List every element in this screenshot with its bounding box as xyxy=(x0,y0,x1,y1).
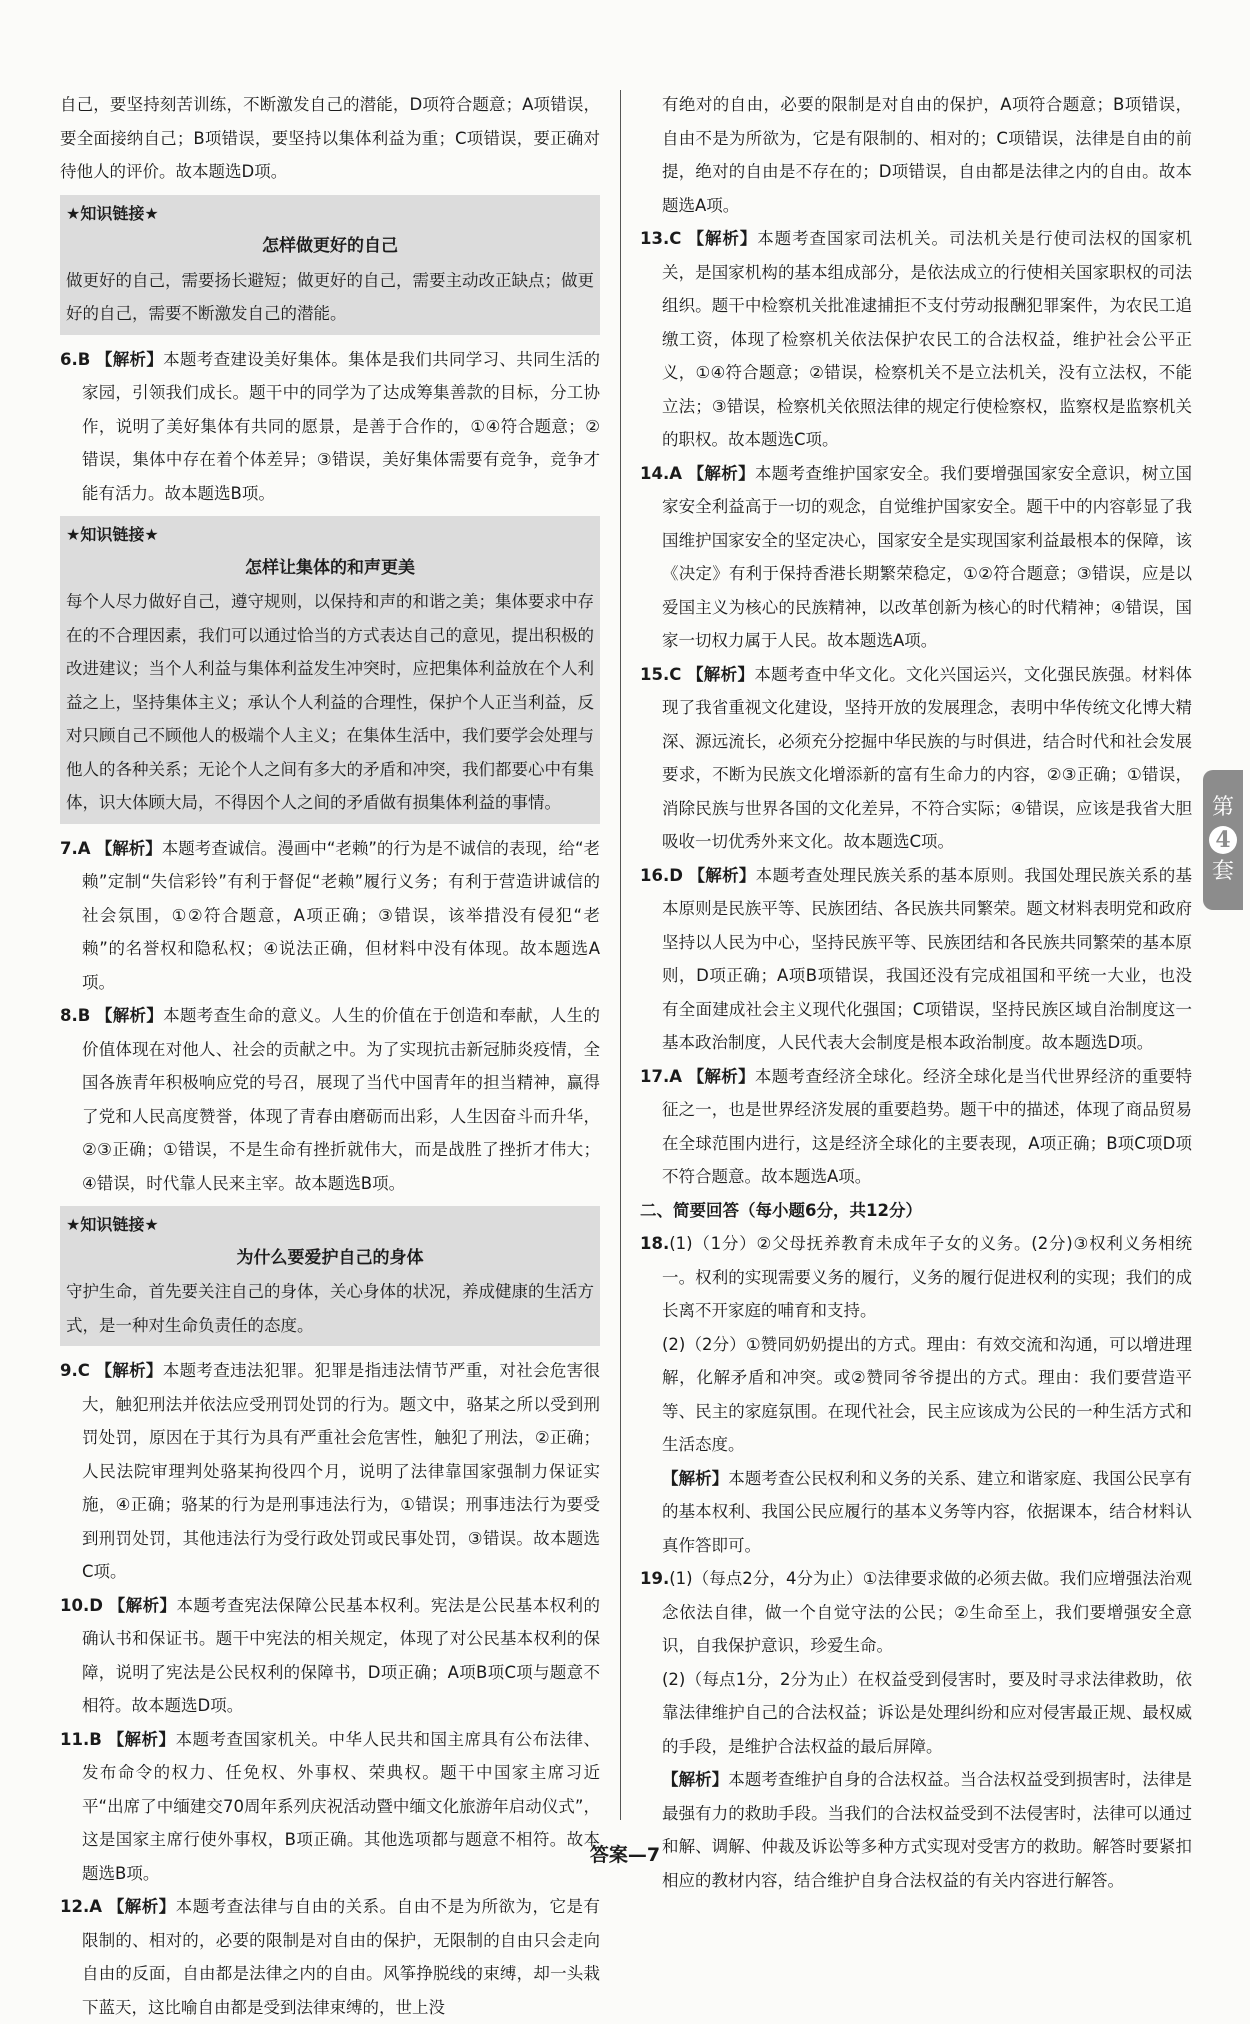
knowledge-link-box xyxy=(60,195,600,335)
answer-item-16: 16.D 【解析】本题考查处理民族关系的基本原则。我国处理民族关系的基本原则是民族平等、民族团结、各民族共同繁荣。题文材料表明党和政府坚持以人民为中心，坚持民族平等、民族团结和各民族共同繁荣的基本原则，D项正确；A项B项错误，我国还没有完成祖国和平统一大业，也没有全面建成社会主义现代化强国；C项错误，坚持民族区域自治制度这一基本政治制度，人民代表大会制度是根本政治制度。故本题选D项。 xyxy=(640,865,1193,1052)
knowledge-link-box xyxy=(60,516,600,824)
answer-item-14: 14.A 【解析】本题考查维护国家安全。我们要增强国家安全意识，树立国家安全利益高于一切的观念，自觉维护国家安全。题干中的内容彰显了我国维护国家安全的坚定决心，国家安全是实现国家利益最根本的保障，该《决定》有利于保持香港长期繁荣稳定，①②符合题意；③错误，应是以爱国主义为核心的民族精神，以改革创新为核心的时代精神；④错误，国家一切权力属于人民。故本题选A项。 xyxy=(640,463,1193,650)
knowledge-link-box xyxy=(60,1206,600,1346)
set-tab-top: 第 xyxy=(1211,795,1234,820)
knowledge-link-heading: ★知识链接★ xyxy=(66,203,159,223)
page-footer: 答案—7 xyxy=(589,1844,661,1866)
answer-item-19: 19.(1)（每点2分，4分为止）①法律要求做的必须去做。我们应增强法治观念依法自律，做一个自觉守法的公民；②生命至上，我们要增强安全意识，自我保护意识，珍爱生命。 xyxy=(640,1569,1192,1655)
answer-item-10: 10.D 【解析】本题考查宪法保障公民基本权利。宪法是公民基本权利的确认书和保证书。题干中宪法的相关规定，体现了对公民基本权利的保障，说明了宪法是公民权利的保障书，D项正确；A项B项C项与题意不相符。故本题选D项。 xyxy=(60,1595,601,1715)
answer-item-9: 9.C 【解析】本题考查违法犯罪。犯罪是指违法情节严重，对社会危害很大，触犯刑法并依法应受刑罚处罚的行为。题文中，骆某之所以受到刑罚处罚，原因在于其行为具有严重社会危害性，触犯了刑法，②正确；人民法院审理判处骆某拘役四个月，说明了法律靠国家强制力保证实施，④正确；骆某的行为是刑事违法行为，①错误；刑事违法行为要受到刑罚处罚，其他违法行为受行政处罚或民事处罚，③错误。故本题选C项。 xyxy=(60,1361,601,1581)
set-number-tab xyxy=(1203,770,1243,910)
right-column xyxy=(640,88,1192,1897)
answer-item-17: 17.A 【解析】本题考查经济全球化。经济全球化是当代世界经济的重要特征之一，也是世界经济发展的重要趋势。题干中的描述，体现了商品贸易在全球范围内进行，这是经济全球化的主要表现，A项正确；B项C项D项不符合题意。故本题选A项。 xyxy=(640,1066,1193,1186)
answer-item-18-analysis: 【解析】本题考查公民权利和义务的关系、建立和谐家庭、我国公民享有的基本权利、我国公民应履行的基本义务等内容，依据课本，结合材料认真作答即可。 xyxy=(662,1468,1193,1555)
answer-item-7: 7.A 【解析】本题考查诚信。漫画中“老赖”的行为是不诚信的表现，给“老赖”定制“失信彩铃”有利于督促“老赖”履行义务；有利于营造讲诚信的社会氛围，①②符合题意，A项正确；③错误，该举措没有侵犯“老赖”的名誉权和隐私权；④说法正确，但材料中没有体现。故本题选A项。 xyxy=(60,838,600,992)
section-heading: 二、简要回答（每小题6分，共12分） xyxy=(640,1200,922,1220)
left-column xyxy=(60,88,600,2024)
answer-item-18: 18.(1)（1分）②父母抚养教育未成年子女的义务。(2分)③权利义务相统一。权利的实现需要义务的履行，义务的履行促进权利的实现；我们的成长离不开家庭的哺育和支持。 xyxy=(640,1234,1192,1320)
answer-item-8: 8.B 【解析】本题考查生命的意义。人生的价值在于创造和奉献，人生的价值体现在对他人、社会的贡献之中。为了实现抗击新冠肺炎疫情，全国各族青年积极响应党的号召，展现了当代中国青年的担当精神，赢得了党和人民高度赞誉，体现了青春由磨砺而出彩，人生因奋斗而升华，②③正确；①错误，不是生命有挫折就伟大，而是战胜了挫折才伟大；④错误，时代靠人民来主宰。故本题选B项。 xyxy=(60,1006,601,1193)
answer-item-18-part2: (2)（2分）①赞同奶奶提出的方式。理由：有效交流和沟通，可以增进理解，化解矛盾和冲突。或②赞同爷爷提出的方式。理由：我们要营造平等、民主的家庭氛围。在现代社会，民主应该成为公民的一种生活方式和生活态度。 xyxy=(662,1334,1192,1454)
knowledge-link-heading: ★知识链接★ xyxy=(66,525,159,544)
answer-item-15: 15.C 【解析】本题考查中华文化。文化兴国运兴，文化强民族强。材料体现了我省重视文化建设，坚持开放的发展理念，表明中华传统文化博大精深、源远流长，必须充分挖掘中华民族的与时俱进，结合时代和社会发展要求，不断为民族文化增添新的富有生命力的内容，②③正确；①错误，消除民族与世界各国的文化差异，不符合实际；④错误，应该是我省大胆吸收一切优秀外来文化。故本题选C项。 xyxy=(640,664,1193,851)
paragraph-continued: 自己，要坚持刻苦训练，不断激发自己的潜能，D项符合题意；A项错误，要全面接纳自己；B项错误，要坚持以集体利益为重；C项错误，要正确对待他人的评价。故本题选D项。 xyxy=(60,95,600,181)
knowledge-link-text: 做更好的自己，需要扬长避短；做更好的自己，需要主动改正缺点；做更好的自己，需要不断激发自己的潜能。 xyxy=(66,270,594,323)
answer-item-12: 12.A 【解析】本题考查法律与自由的关系。自由不是为所欲为，它是有限制的、相对的，必要的限制是对自由的保护，无限制的自由只会走向自由的反面，自由都是法律之内的自由。风筝挣脱线的束缚，却一头栽下蓝天，这比喻自由都是受到法律束缚的，世上没 xyxy=(60,1897,601,2017)
knowledge-link-title: 为什么要爱护自己的身体 xyxy=(236,1247,424,1268)
answer-item-19-analysis: 【解析】本题考查维护自身的合法权益。当合法权益受到损害时，法律是最强有力的救助手段。当我们的合法权益受到不法侵害时，法律可以通过和解、调解、仲裁及诉讼等多种方式实现对受害方的救助。解答时要紧扣相应的教材内容，结合维护自身合法权益的有关内容进行解答。 xyxy=(662,1770,1193,1890)
knowledge-link-text: 每个人尽力做好自己，遵守规则，以保持和声的和谐之美；集体要求中存在的不合理因素，我们可以通过恰当的方式表达自己的意见，提出积极的改进建议；当个人利益与集体利益发生冲突时，应把集体利益放在个人利益之上，坚持集体主义；承认个人利益的合理性，保护个人正当利益，反对只顾自己不顾他人的极端个人主义；在集体生活中，我们要学会处理与他人的各种关系；无论个人之间有多大的矛盾和冲突，我们都要心中有集体，识大体顾大局，不得因个人之间的矛盾做有损集体利益的事情。 xyxy=(66,592,594,812)
knowledge-link-heading: ★知识链接★ xyxy=(66,1215,159,1234)
paragraph-continued: 有绝对的自由，必要的限制是对自由的保护，A项符合题意；B项错误，自由不是为所欲为，它是有限制的、相对的；C项错误，法律是自由的前提，绝对的自由是不存在的；D项错误，自由都是法律之内的自由。故本题选A项。 xyxy=(662,95,1192,215)
answer-item-11: 11.B 【解析】本题考查国家机关。中华人民共和国主席具有公布法律、发布命令的权力、任免权、外事权、荣典权。题干中国家主席习近平“出席了中缅建交70周年系列庆祝活动暨中缅文化旅游年启动仪式”，这是国家主席行使外事权，B项正确。其他选项都与题意不相符。故本题选B项。 xyxy=(60,1729,601,1883)
answer-item-6: 6.B 【解析】本题考查建设美好集体。集体是我们共同学习、共同生活的家园，引领我们成长。题干中的同学为了达成筹集善款的目标，分工协作，说明了美好集体有共同的愿景，是善于合作的，①④符合题意；②错误，集体中存在着个体差异；③错误，美好集体需要有竞争，竞争才能有活力。故本题选B项。 xyxy=(60,349,601,503)
set-tab-number: 4 xyxy=(1209,826,1237,854)
set-tab-bottom: 套 xyxy=(1211,859,1234,884)
knowledge-link-title: 怎样做更好的自己 xyxy=(262,236,398,256)
knowledge-link-text: 守护生命，首先要关注自己的身体，关心身体的状况，养成健康的生活方式，是一种对生命负责任的态度。 xyxy=(66,1282,594,1335)
column-divider xyxy=(620,90,621,1820)
answer-item-19-part2: (2)（每点1分，2分为止）在权益受到侵害时，要及时寻求法律救助，依靠法律维护自己的合法权益；诉讼是处理纠纷和应对侵害最正规、最权威的手段，是维护合法权益的最后屏障。 xyxy=(662,1669,1192,1756)
answer-item-13: 13.C 【解析】本题考查国家司法机关。司法机关是行使司法权的国家机关，是国家机构的基本组成部分，是依法成立的行使相关国家职权的司法组织。题干中检察机关批准逮捕拒不支付劳动报酬犯罪案件，为农民工追缴工资，体现了检察机关依法保护农民工的合法权益，维护社会公平正义，①④符合题意；②错误，检察机关不是立法机关，没有立法权，不能立法；③错误，检察机关依照法律的规定行使检察权，监察权是监察机关的职权。故本题选C项。 xyxy=(640,229,1193,449)
knowledge-link-title: 怎样让集体的和声更美 xyxy=(245,557,415,578)
